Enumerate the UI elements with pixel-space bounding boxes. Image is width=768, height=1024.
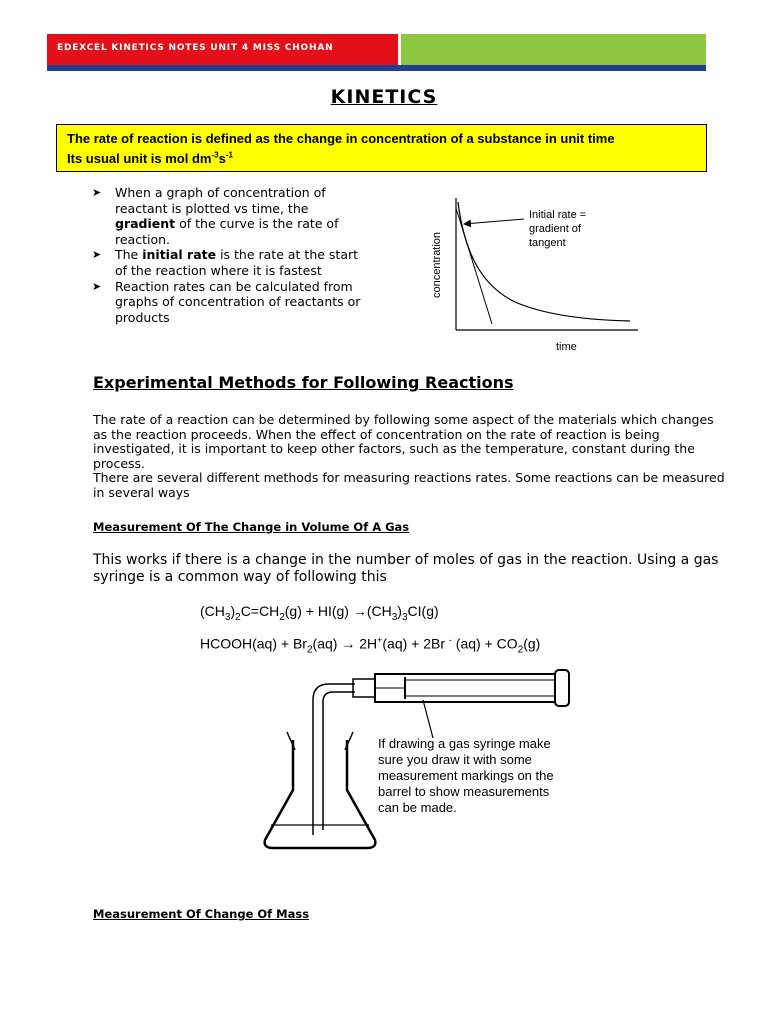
header-text: EDEXCEL KINETICS NOTES UNIT 4 MISS CHOHAN: [57, 43, 334, 53]
page-title: KINETICS: [330, 86, 438, 108]
reaction-arrow-icon: →: [352, 603, 367, 619]
reaction-arrow-icon: →: [341, 635, 356, 652]
note-line: can be made.: [378, 800, 457, 815]
bullet-text: The: [115, 247, 143, 263]
bullet-text: Reaction rates can be calculated from graphs of concentration of reactants or products: [115, 278, 361, 325]
note-line: measurement markings on the: [378, 768, 554, 783]
paragraph-line: There are several different methods for measuring reactions rates. Some reactions can be measured: [93, 470, 725, 486]
eq-sub: 2: [517, 644, 524, 656]
bullet-list: [92, 185, 362, 325]
note-line: sure you draw it with some: [378, 752, 532, 767]
eq-text: HCOOH(aq) + Br: [200, 635, 307, 652]
definition-line-1: The rate of reaction is defined as the change in concentration of a substance in unit time: [67, 131, 615, 146]
gas-intro-line: syringe is a common way of following this: [93, 569, 387, 585]
eq-sub: 2: [235, 611, 241, 623]
eq-text: CI(g): [407, 603, 439, 619]
paragraph-line: process.: [93, 455, 146, 471]
arrow-bullet-icon: ➤: [92, 248, 102, 262]
graph-annotation-line: tangent: [529, 237, 566, 249]
eq-text: (CH: [366, 603, 392, 619]
eq-text: ): [230, 603, 236, 619]
equation-1: [200, 603, 439, 623]
bullet-text: is the rate at the start of the reaction where it is fastest: [115, 247, 359, 278]
definition-box: [56, 124, 707, 172]
paragraph-line: investigated, it is important to keep other factors, such as the temperature, constant during the: [93, 441, 695, 457]
delivery-tube-outer: [313, 684, 355, 835]
note-pointer-line: [423, 700, 433, 738]
eq-sub: 3: [401, 611, 408, 623]
gas-intro: [93, 552, 753, 586]
eq-sup: +: [377, 635, 383, 645]
bullet-item: [92, 279, 362, 326]
conical-flask: [265, 740, 376, 848]
header-green-band: [401, 34, 706, 65]
concentration-time-graph: [420, 190, 650, 360]
methods-paragraph: [93, 413, 753, 501]
bullet-bold-text: initial rate: [142, 247, 217, 263]
eq-text: (CH: [200, 603, 225, 619]
arrow-bullet-icon: ➤: [92, 279, 102, 293]
eq-text: (g) + HI(g): [284, 603, 353, 619]
definition-unit-s: s: [218, 151, 226, 166]
subheading-mass-change: Measurement Of Change Of Mass: [93, 907, 310, 921]
eq-sub: 2: [279, 611, 285, 623]
arrow-bullet-icon: ➤: [92, 186, 102, 199]
eq-sub: 2: [306, 644, 313, 656]
paragraph-line: as the reaction proceeds. When the effect of concentration on the rate of reaction is being: [93, 426, 660, 442]
subheading-gas-volume: Measurement Of The Change in Volume Of A Gas: [93, 520, 410, 534]
syringe-note: [378, 736, 554, 816]
paragraph-line: The rate of a reaction can be determined by following some aspect of the materials which changes: [93, 412, 714, 427]
eq-text: (aq) + 2Br: [382, 635, 449, 652]
bullet-item: [92, 247, 362, 278]
graph-x-label: time: [556, 341, 577, 353]
header-blue-rule: [47, 65, 706, 71]
graph-y-label: concentration: [431, 231, 443, 298]
graph-annotation-line: Initial rate =: [529, 209, 587, 221]
definition-line-2: [67, 149, 706, 169]
bullet-bold-text: gradient: [115, 216, 176, 232]
bullet-item: [92, 185, 362, 247]
eq-sup: -: [448, 635, 452, 645]
eq-text: (aq): [312, 635, 342, 652]
eq-sub: 3: [391, 611, 398, 623]
bullet-text: of the curve is the rate of reaction.: [115, 216, 339, 247]
paragraph-line: in several ways: [93, 484, 190, 500]
eq-text: 2H: [355, 635, 378, 652]
equation-2: [200, 635, 540, 655]
eq-text: ): [397, 603, 402, 619]
plunger-handle: [555, 670, 569, 706]
annotation-arrow: [464, 219, 524, 224]
eq-text: (aq) + CO: [451, 635, 518, 652]
note-line: barrel to show measurements: [378, 784, 550, 799]
note-line: If drawing a gas syringe make: [378, 736, 551, 751]
eq-text: C=CH: [240, 603, 280, 619]
delivery-tube-inner: [323, 692, 355, 830]
eq-sub: 3: [224, 611, 231, 623]
definition-unit-text: Its usual unit is mol dm: [67, 151, 212, 166]
eq-text: (g): [523, 635, 541, 652]
gas-intro-line: This works if there is a change in the number of moles of gas in the reaction. Using a gas: [93, 552, 719, 568]
section-heading: Experimental Methods for Following Reactions: [93, 373, 514, 392]
definition-sup-1: -3: [211, 150, 219, 160]
graph-annotation-line: gradient of: [529, 223, 581, 235]
definition-sup-2: -1: [225, 150, 233, 160]
bullet-text: When a graph of concentration of reactant is plotted vs time, the: [115, 185, 326, 216]
tangent-line: [456, 208, 492, 324]
syringe-connector: [353, 679, 375, 697]
